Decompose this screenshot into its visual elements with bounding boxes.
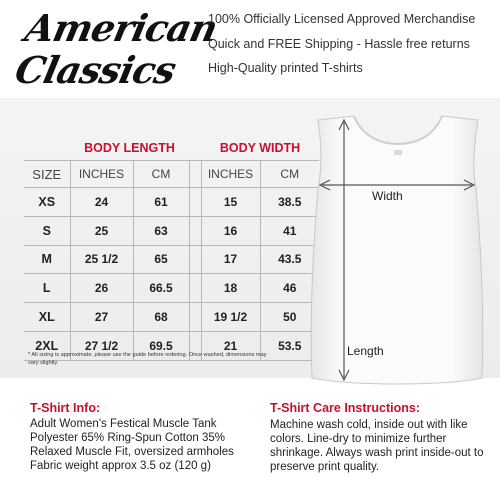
width-inches-cell: 18 (201, 274, 260, 303)
tank-top-illustration (296, 106, 500, 391)
tshirt-info-line: Polyester 65% Ring-Spun Cotton 35% (30, 432, 225, 444)
column-header-length-inches: INCHES (70, 161, 133, 188)
brand-logo-line1: American (21, 6, 222, 50)
table-row (24, 216, 319, 245)
column-header-size: SIZE (24, 161, 70, 188)
feature-item: High-Quality printed T-shirts (208, 61, 363, 75)
width-inches-cell: 15 (201, 188, 260, 217)
width-inches-cell: 19 1/2 (201, 303, 260, 332)
length-label: Length (347, 344, 384, 358)
body-width-header: BODY WIDTH (219, 141, 301, 155)
length-inches-cell: 27 1/2 (70, 331, 133, 360)
width-label: Width (372, 189, 403, 203)
length-cm-cell: 61 (133, 188, 189, 217)
tshirt-info-line: Relaxed Muscle Fit, oversized armholes (30, 446, 234, 458)
length-cm-cell: 63 (133, 216, 189, 245)
width-cm-cell: 46 (260, 274, 319, 303)
tank-top-label (394, 150, 402, 155)
table-row (24, 188, 319, 217)
length-cm-cell: 66.5 (133, 274, 189, 303)
care-instructions-title: T-Shirt Care Instructions: (270, 401, 421, 415)
length-cm-cell: 65 (133, 245, 189, 274)
width-cm-cell: 50 (260, 303, 319, 332)
column-header-width-cm: CM (260, 161, 319, 188)
length-inches-cell: 24 (70, 188, 133, 217)
tank-top-body (311, 116, 483, 384)
table-row (24, 245, 319, 274)
length-inches-cell: 27 (70, 303, 133, 332)
column-header-length-cm: CM (133, 161, 189, 188)
width-cm-cell: 43.5 (260, 245, 319, 274)
width-cm-cell: 53.5 (260, 331, 319, 360)
width-cm-cell: 41 (260, 216, 319, 245)
width-cm-cell: 38.5 (260, 188, 319, 217)
feature-item: Quick and FREE Shipping - Hassle free returns (208, 36, 470, 51)
tshirt-info-list (30, 418, 234, 474)
size-cell: M (24, 245, 70, 274)
brand-logo-line2: Classics (11, 48, 180, 92)
table-row (24, 303, 319, 332)
garment-diagram (296, 106, 500, 391)
column-header-width-inches: INCHES (201, 161, 260, 188)
table-row (24, 274, 319, 303)
brand-logo (10, 4, 222, 98)
size-cell: S (24, 216, 70, 245)
length-inches-cell: 25 1/2 (70, 245, 133, 274)
width-inches-cell: 16 (201, 216, 260, 245)
width-inches-cell: 17 (201, 245, 260, 274)
tshirt-info-title: T-Shirt Info: (30, 401, 101, 415)
sizing-disclaimer: * All sizing is approximate, please use the guide before ordering. Once washed, dimensions may vary slightly. (28, 352, 267, 366)
length-cm-cell: 68 (133, 303, 189, 332)
length-cm-cell: 69.5 (133, 331, 189, 360)
feature-list (208, 12, 498, 86)
width-inches-cell: 21 (201, 331, 260, 360)
tshirt-info-line: Adult Women's Festical Muscle Tank (30, 418, 217, 430)
size-chart-table (24, 136, 319, 361)
feature-item: 100% Officially Licensed Approved Merchandise (208, 12, 476, 26)
care-instructions-text: Machine wash cold, inside out with like colors. Line-dry to minimize further shrinkage. Always wash print inside-out to preserve print quality. (270, 419, 484, 473)
length-inches-cell: 26 (70, 274, 133, 303)
length-inches-cell: 25 (70, 216, 133, 245)
tshirt-info-line: Fabric weight approx 3.5 oz (120 g) (30, 460, 211, 472)
size-cell: XS (24, 188, 70, 217)
body-length-header: BODY LENGTH (84, 141, 175, 155)
size-cell: 2XL (24, 331, 70, 360)
size-cell: L (24, 274, 70, 303)
size-cell: XL (24, 303, 70, 332)
